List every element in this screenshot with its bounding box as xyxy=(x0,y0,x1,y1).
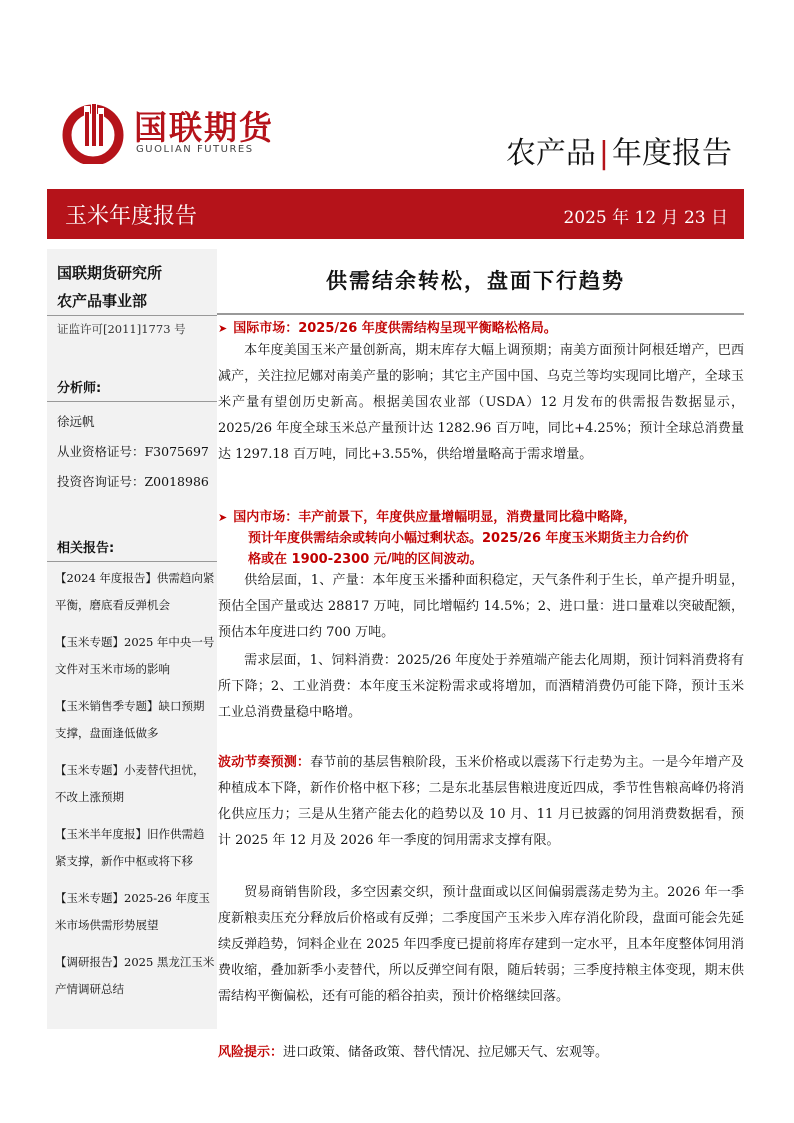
related-heading: 相关报告: xyxy=(57,541,115,556)
paragraph-text: 需求层面，1、饲料消费：2025/26 年度处于养殖端产能去化周期，预计饲料消费将有所下降；2、工业消费：本年度玉米淀粉需求或将增加，而酒精消费仍可能下降，预计玉米工业总消费量稳中略增。 xyxy=(218,653,744,720)
separator-bar: | xyxy=(598,136,609,171)
bullet-text: 国内市场：丰产前景下，年度供应量增幅明显，消费量同比稳中略降， xyxy=(233,510,637,525)
sidebar xyxy=(47,249,217,1029)
paragraph-international xyxy=(218,338,744,468)
analyst-heading: 分析师: xyxy=(57,381,102,396)
bullet-text: 格或在 1900-2300 元/吨的区间波动。 xyxy=(248,552,483,567)
institute-name: 国联期货研究所 xyxy=(57,264,163,282)
department-name: 农产品事业部 xyxy=(57,292,148,310)
institute-block xyxy=(57,259,162,315)
related-report-link[interactable]: 【玉米专题】小麦替代担忧，不改上涨预期 xyxy=(55,763,205,804)
license-number: 证监许可[2011]1773 号 xyxy=(57,322,186,336)
paragraph-risk xyxy=(218,1040,744,1066)
related-report-link[interactable]: 【玉米专题】2025-26 年度玉米市场供需形势展望 xyxy=(55,891,210,932)
arrow-bullet-icon: ➤ xyxy=(218,322,228,335)
sidebar-divider xyxy=(47,561,217,562)
report-category: 农产品 xyxy=(505,136,596,171)
report-title: 玉米年度报告 xyxy=(65,204,198,229)
related-report-link[interactable]: 【玉米专题】2025 年中央一号文件对玉米市场的影响 xyxy=(55,635,215,676)
sidebar-divider xyxy=(47,401,217,402)
paragraph-trader xyxy=(218,880,744,1010)
logo-mark-icon xyxy=(60,98,126,164)
report-type-label xyxy=(506,128,732,172)
related-report-link[interactable]: 【2024 年度报告】供需趋向紧平衡，磨底看反弹机会 xyxy=(55,571,215,612)
related-report-link[interactable]: 【调研报告】2025 黑龙江玉米产情调研总结 xyxy=(55,955,215,996)
related-report-link[interactable]: 【玉米销售季专题】缺口预期支撑，盘面逢低做多 xyxy=(55,699,205,740)
main-title-rule xyxy=(217,313,744,315)
risk-lead: 风险提示： xyxy=(218,1045,284,1060)
bullet-international xyxy=(218,318,744,339)
paragraph-demand xyxy=(218,648,744,726)
paragraph-supply xyxy=(218,568,744,646)
bullet-domestic xyxy=(218,507,744,570)
main-title: 供需结余转松，盘面下行趋势 xyxy=(326,269,625,293)
title-band xyxy=(47,189,744,239)
report-date: 2025 年 12 月 23 日 xyxy=(563,208,728,228)
analyst-name: 徐远帆 xyxy=(57,414,95,429)
related-reports-list xyxy=(55,565,215,1013)
rhythm-lead: 波动节奏预测： xyxy=(218,755,311,770)
bullet-text: 国际市场：2025/26 年度供需结构呈现平衡略松格局。 xyxy=(233,321,557,336)
paragraph-text: 春节前的基层售粮阶段，玉米价格或以震荡下行走势为主。一是今年增产及种植成本下降，新作价格中枢下移；二是东北基层售粮进度近四成，季节性售粮高峰仍将消化供应压力；三是从生猪产能去化的趋势以及 10 月、11 月已披露的饲用消费数据看，预计 2025 年 12 月及 2026 年一季度的饲用需求支撑有限。 xyxy=(218,755,744,848)
bullet-text: 预计年度供需结余或转向小幅过剩状态。2025/26 年度玉米期货主力合约价 xyxy=(248,531,689,546)
paragraph-text: 贸易商销售阶段，多空因素交织，预计盘面或以区间偏弱震荡走势为主。2026 年一季度新粮卖压充分释放后价格或有反弹；二季度国产玉米步入库存消化阶段，盘面可能会先延续反弹趋势，饲料企业在 2025 年四季度已提前将库存建到一定水平，且本年度整体饲用消费收缩，叠加新季小麦替代，所以反弹空间有限，随后转弱；三季度持粮主体变现，期末供需结构平衡偏松，还有可能的稻谷拍卖，预计价格继续回落。 xyxy=(218,885,744,1004)
logo-chinese-text: 国联期货 xyxy=(134,108,274,147)
paragraph-text: 本年度美国玉米产量创新高，期末库存大幅上调预期；南美方面预计阿根廷增产，巴西减产，关注拉尼娜对南美产量的影响；其它主产国中国、乌克兰等均实现同比增产，全球玉米产量有望创历史新高。根据美国农业部（USDA）12 月发布的供需报告数据显示，2025/26 年度全球玉米总产量预计达 1282.96 百万吨，同比+4.25%；预计全球总消费量达 1297.18 百万吨，同比+3.55%，供给增量略高于需求增量。 xyxy=(218,343,744,462)
logo-english-text: GUOLIAN FUTURES xyxy=(136,144,254,155)
sidebar-divider xyxy=(47,315,217,316)
related-report-link[interactable]: 【玉米半年度报】旧作供需趋紧支撑，新作中枢或将下移 xyxy=(55,827,205,868)
consulting-number: 投资咨询证号：Z0018986 xyxy=(57,474,209,489)
paragraph-text: 供给层面，1、产量：本年度玉米播种面积稳定，天气条件利于生长，单产提升明显，预估全国产量或达 28817 万吨，同比增幅约 14.5%；2、进口量：进口量难以突破配额，预估本年度进口约 700 万吨。 xyxy=(218,573,744,640)
analyst-info xyxy=(57,407,209,497)
paragraph-text: 进口政策、储备政策、替代情况、拉尼娜天气、宏观等。 xyxy=(283,1045,609,1060)
qualification-number: 从业资格证号：F3075697 xyxy=(57,444,209,459)
company-logo xyxy=(60,98,320,164)
paragraph-rhythm xyxy=(218,750,744,854)
arrow-bullet-icon: ➤ xyxy=(218,511,228,524)
report-kind: 年度报告 xyxy=(612,136,732,171)
